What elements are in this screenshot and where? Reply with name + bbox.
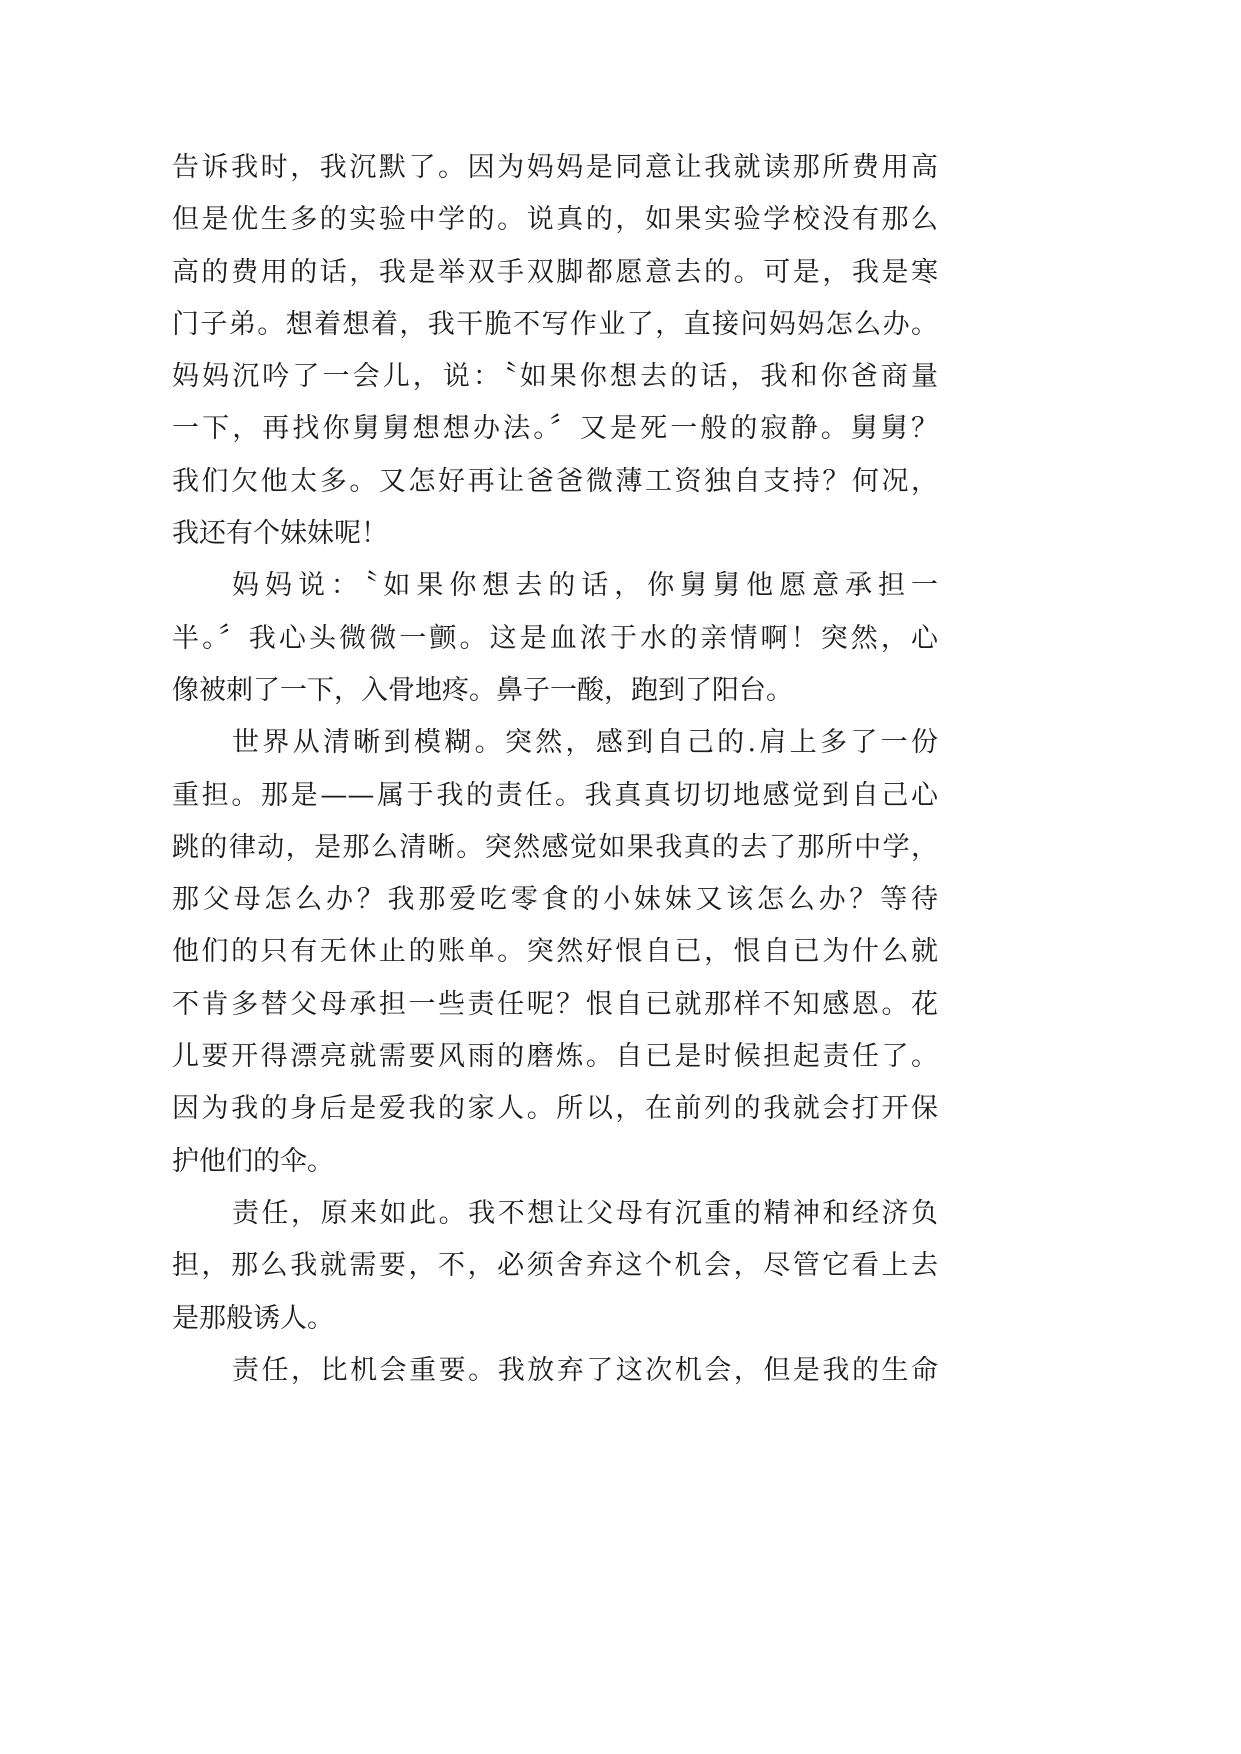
- text-line: 不肯多替父母承担一些责任呢？恨自已就那样不知感恩。花: [172, 988, 938, 1020]
- text-line: 责任，原来如此。我不想让父母有沉重的精神和经济负: [232, 1197, 938, 1229]
- paragraph-1: [172, 142, 938, 560]
- paragraph-2: [172, 560, 938, 717]
- text-line: 是那般诱人。: [172, 1302, 334, 1334]
- text-line: 一下，再找你舅舅想想办法。〞又是死一般的寂静。舅舅？: [172, 413, 938, 445]
- text-line: 我们欠他太多。又怎好再让爸爸微薄工资独自支持？何况，: [172, 465, 938, 497]
- text-line: 但是优生多的实验中学的。说真的，如果实验学校没有那么: [172, 204, 938, 236]
- text-line: 妈妈说：〝如果你想去的话，你舅舅他愿意承担一: [232, 570, 938, 602]
- text-line: 世界从清晰到模糊。突然，感到自己的.肩上多了一份: [232, 727, 938, 759]
- text-line: 半。〞我心头微微一颤。这是血浓于水的亲情啊！突然，心: [172, 622, 938, 654]
- text-line: 门子弟。想着想着，我干脆不写作业了，直接问妈妈怎么办。: [172, 308, 938, 340]
- text-line: 跳的律动，是那么清晰。突然感觉如果我真的去了那所中学，: [172, 831, 938, 863]
- text-line: 他们的只有无休止的账单。突然好恨自已，恨自已为什么就: [172, 936, 938, 968]
- text-line: 妈妈沉吟了一会儿，说：〝如果你想去的话，我和你爸商量: [172, 361, 938, 393]
- paragraph-3: [172, 717, 938, 1188]
- text-line: 那父母怎么办？我那爱吃零食的小妹妹又该怎么办？等待: [172, 884, 938, 916]
- text-line: 重担。那是——属于我的责任。我真真切切地感觉到自己心: [172, 779, 938, 811]
- text-line: 我还有个妹妹呢！: [172, 518, 388, 550]
- paragraph-4: [172, 1188, 938, 1345]
- text-line: 像被刺了一下，入骨地疼。鼻子一酸，跑到了阳台。: [172, 674, 793, 706]
- text-line: 告诉我时，我沉默了。因为妈妈是同意让我就读那所费用高: [172, 152, 938, 183]
- text-line: 儿要开得漂亮就需要风雨的磨炼。自已是时候担起责任了。: [172, 1041, 938, 1073]
- text-line: 担，那么我就需要，不，必须舍弃这个机会，尽管它看上去: [172, 1250, 938, 1282]
- paragraph-5: [172, 1345, 938, 1397]
- document-body: [172, 142, 938, 1397]
- text-line: 因为我的身后是爱我的家人。所以，在前列的我就会打开保: [172, 1093, 938, 1125]
- text-line: 护他们的伞。: [172, 1145, 334, 1177]
- text-line: 责任，比机会重要。我放弃了这次机会，但是我的生命: [232, 1354, 938, 1386]
- text-line: 高的费用的话，我是举双手双脚都愿意去的。可是，我是寒: [172, 256, 938, 288]
